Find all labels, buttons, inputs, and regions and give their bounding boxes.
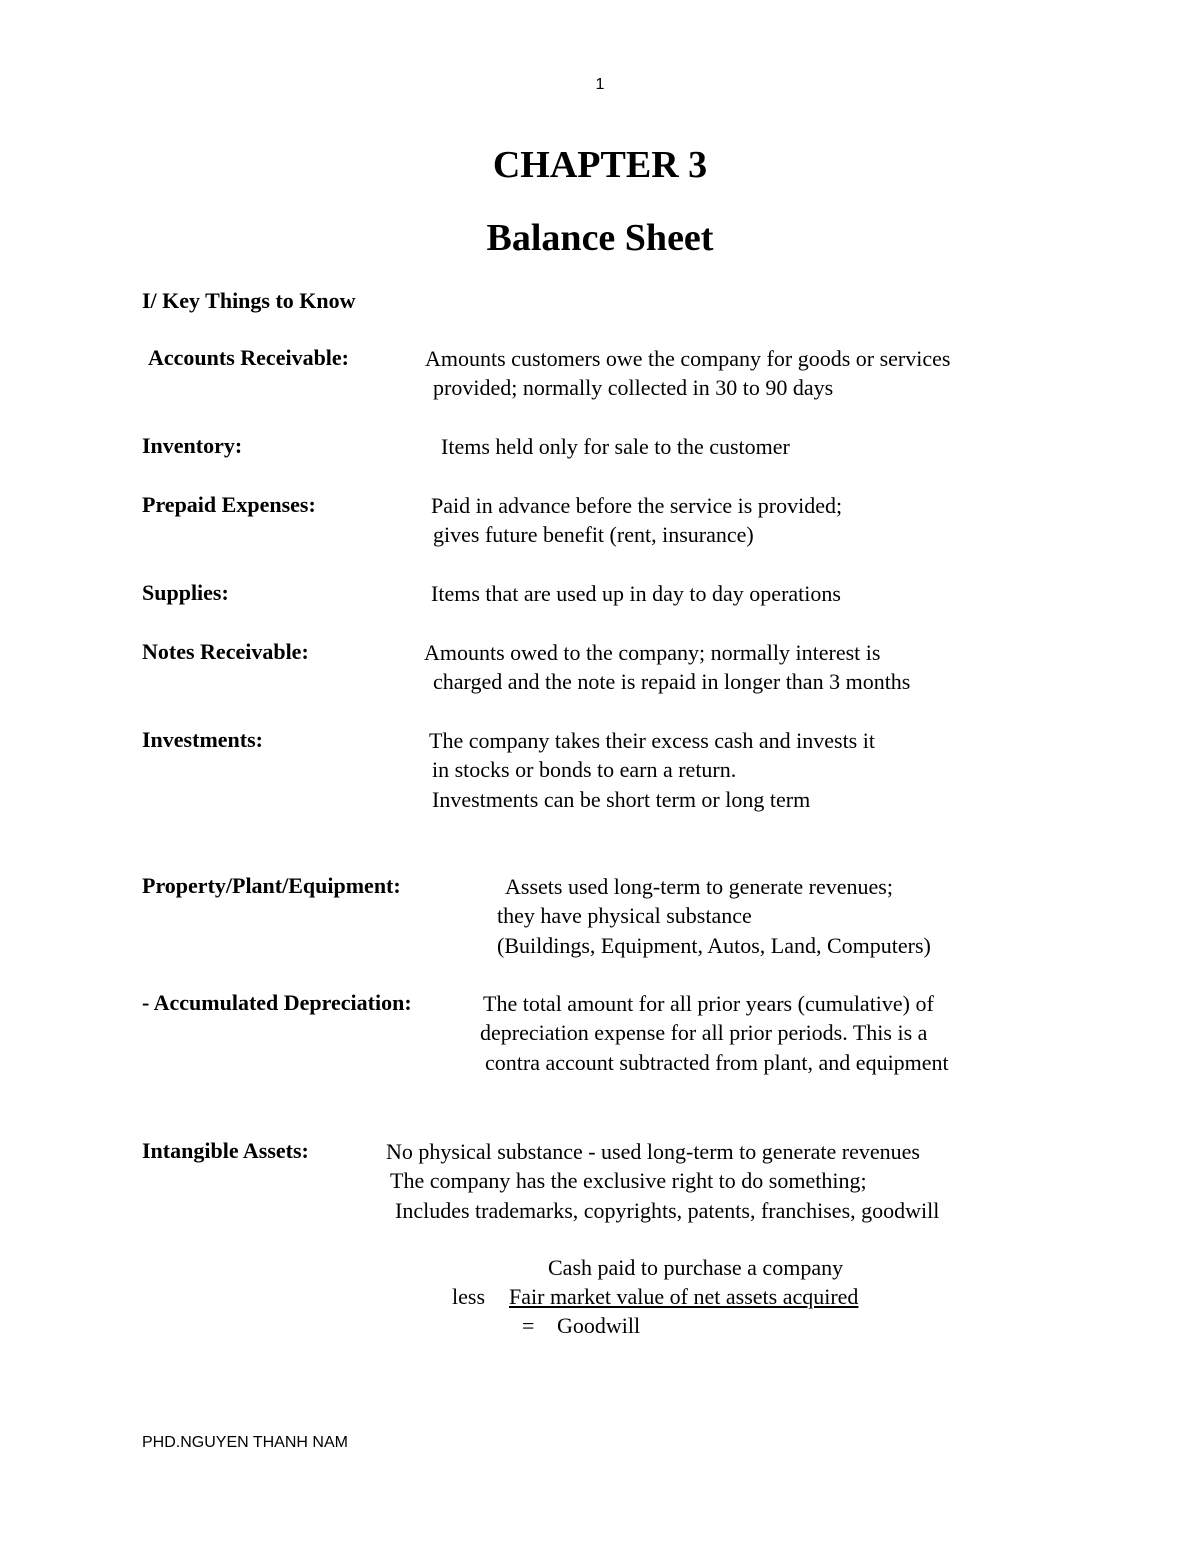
definition-prepaid-expenses [431,491,842,550]
definition-line: No physical substance - used long-term to generate revenues [386,1139,920,1164]
term-inventory: Inventory: [142,433,243,458]
definition-line: Amounts owed to the company; normally interest is [424,640,881,665]
definition-line: depreciation expense for all prior periods. This is a [480,1020,928,1046]
definition-line: charged and the note is repaid in longer than 3 months [433,669,911,695]
chapter-title: CHAPTER 3 [492,144,708,186]
goodwill-cash-paid: Cash paid to purchase a company [548,1255,844,1280]
definition-line: Paid in advance before the service is provided; [431,493,843,518]
definition-accumulated-depreciation [480,989,949,1077]
definition-line: they have physical substance [497,903,752,929]
term-property-plant-equipment: Property/Plant/Equipment: [142,873,401,898]
goodwill-less-label: less [452,1284,485,1309]
definition-intangible-assets [386,1137,939,1225]
term-investments: Investments: [142,727,263,752]
term-accounts-receivable: Accounts Receivable: [148,345,350,370]
definition-property-plant-equipment [497,872,931,960]
definition-line: The company has the exclusive right to do something; [390,1168,867,1194]
definition-line: provided; normally collected in 30 to 90 days [433,375,834,401]
definition-line: Items held only for sale to the customer [441,434,790,459]
definition-line: contra account subtracted from plant, and equipment [485,1049,949,1075]
term-intangible-assets: Intangible Assets: [142,1138,309,1163]
section-heading: I/ Key Things to Know [142,288,356,313]
term-notes-receivable: Notes Receivable: [142,639,309,664]
definition-line: Items that are used up in day to day operations [431,581,841,606]
goodwill-equals-sign: = [522,1313,535,1338]
definition-line: The company takes their excess cash and invests it [429,728,875,753]
goodwill-result: Goodwill [557,1313,641,1338]
definition-line: Investments can be short term or long term [432,786,811,812]
definition-line: The total amount for all prior years (cumulative) of [483,991,934,1016]
goodwill-fair-market-value: Fair market value of net assets acquired [509,1284,859,1309]
page-number: 1 [595,76,605,93]
chapter-subtitle: Balance Sheet [486,217,714,259]
definition-notes-receivable [424,638,910,697]
definition-line: (Buildings, Equipment, Autos, Land, Computers) [497,932,931,958]
term-supplies: Supplies: [142,580,229,605]
definition-accounts-receivable [425,344,950,403]
definition-line: Assets used long-term to generate revenues; [505,874,893,899]
definition-line: Amounts customers owe the company for goods or services [425,346,951,371]
term-accumulated-depreciation: - Accumulated Depreciation: [142,990,412,1015]
definition-line: in stocks or bonds to earn a return. [432,757,737,783]
definition-line: Includes trademarks, copyrights, patents, franchises, goodwill [395,1197,940,1223]
definition-inventory [441,432,790,461]
footer-author: PHD.NGUYEN THANH NAM [142,1434,348,1451]
term-prepaid-expenses: Prepaid Expenses: [142,492,316,517]
definition-investments [429,726,875,814]
definition-supplies [431,579,841,608]
definition-line: gives future benefit (rent, insurance) [433,522,754,548]
